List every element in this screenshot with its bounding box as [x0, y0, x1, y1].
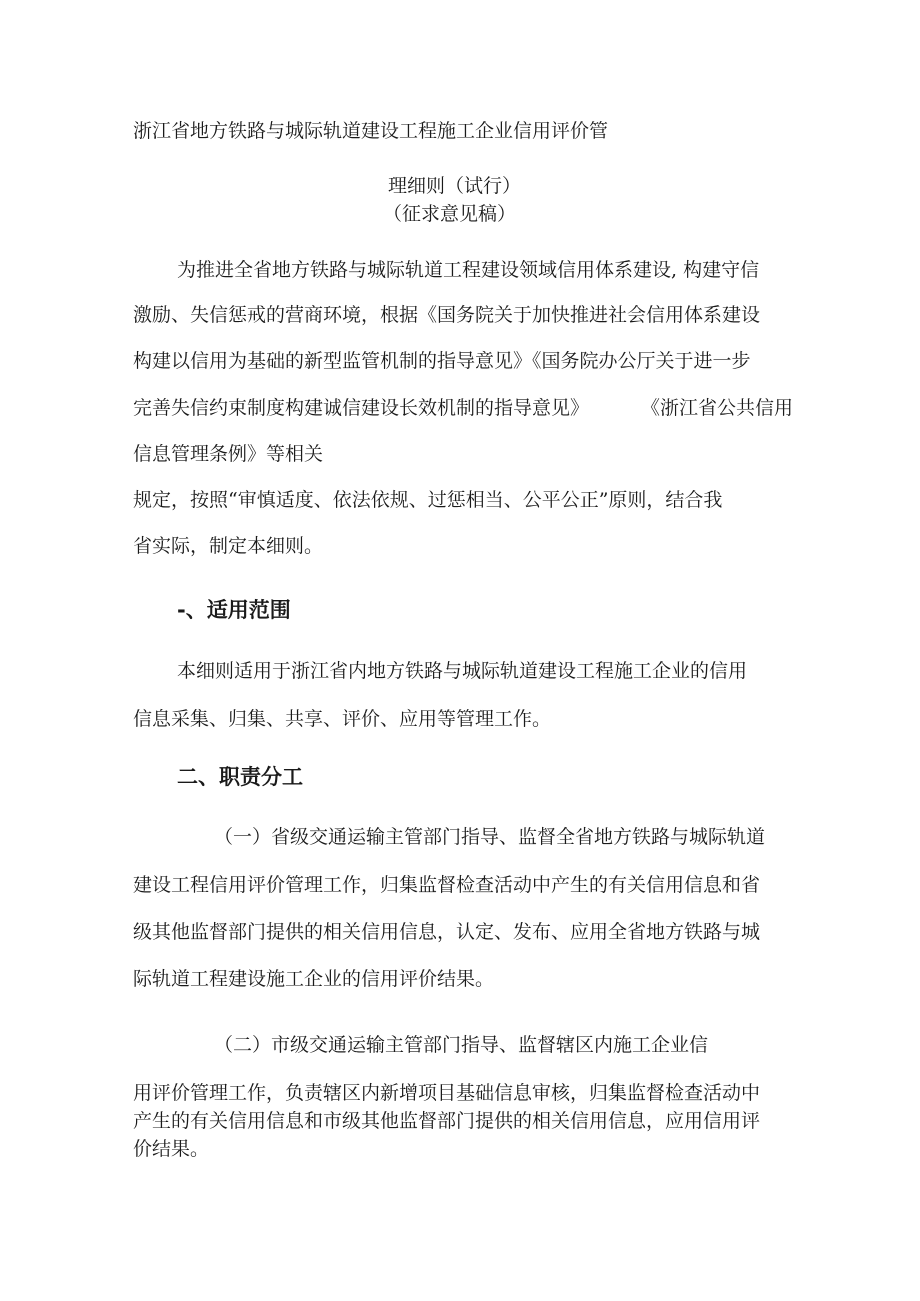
- intro-line: 构建以信用为基础的新型监管机制的指导意见》《国务院办公厅关于进一步: [133, 350, 751, 372]
- intro-line: 信息管理条例》等相关: [133, 443, 324, 465]
- document-subtitle: （征求意见稿）: [383, 203, 517, 225]
- section-2-item-2-line: （二）市级交通运输主管部门指导、监督辖区内施工企业信: [214, 1034, 709, 1056]
- section-2-item-1-line: （一）省级交通运输主管部门指导、监督全省地方铁路与城际轨道: [214, 826, 766, 848]
- intro-line: 规定，按照“审慎适度、依法依规、过惩相当、公平公正”原则，结合我: [133, 489, 723, 511]
- section-2-item-2-line: 产生的有关信用信息和市级其他监督部门提供的相关信用信息，应用信用评: [133, 1110, 761, 1132]
- section-2-item-1-line: 际轨道工程建设施工企业的信用评价结果。: [133, 968, 495, 990]
- intro-line: 为推进全省地方铁路与城际轨道工程建设领域信用体系建设, 构建守信: [177, 259, 760, 281]
- section-1-heading: -、适用范围: [177, 598, 291, 622]
- intro-line: 激励、失信惩戒的营商环境，根据《国务院关于加快推进社会信用体系建设: [133, 304, 761, 326]
- section-2-item-1-line: 级其他监督部门提供的相关信用信息，认定、发布、应用全省地方铁路与城: [133, 921, 761, 943]
- intro-line: 《浙江省公共信用: [641, 397, 794, 419]
- intro-line: 省实际，制定本细则。: [133, 535, 324, 557]
- document-title-line-2: 理细则（试行）: [388, 175, 522, 197]
- section-2-item-1-line: 建设工程信用评价管理工作，归集监督检查活动中产生的有关信用信息和省: [133, 874, 761, 896]
- section-2-item-2-line: 价结果。: [133, 1138, 210, 1160]
- section-2-heading: 二、职责分工: [177, 765, 303, 789]
- section-1-line: 本细则适用于浙江省内地方铁路与城际轨道建设工程施工企业的信用: [177, 660, 748, 682]
- section-1-line: 信息采集、归集、共享、评价、应用等管理工作。: [133, 708, 552, 730]
- section-2-item-2-line: 用评价管理工作，负责辖区内新增项目基础信息审核，归集监督检查活动中: [133, 1082, 761, 1104]
- intro-line: 完善失信约束制度构建诚信建设长效机制的指导意见》: [133, 397, 590, 419]
- document-title-line-1: 浙江省地方铁路与城际轨道建设工程施工企业信用评价管: [133, 120, 609, 142]
